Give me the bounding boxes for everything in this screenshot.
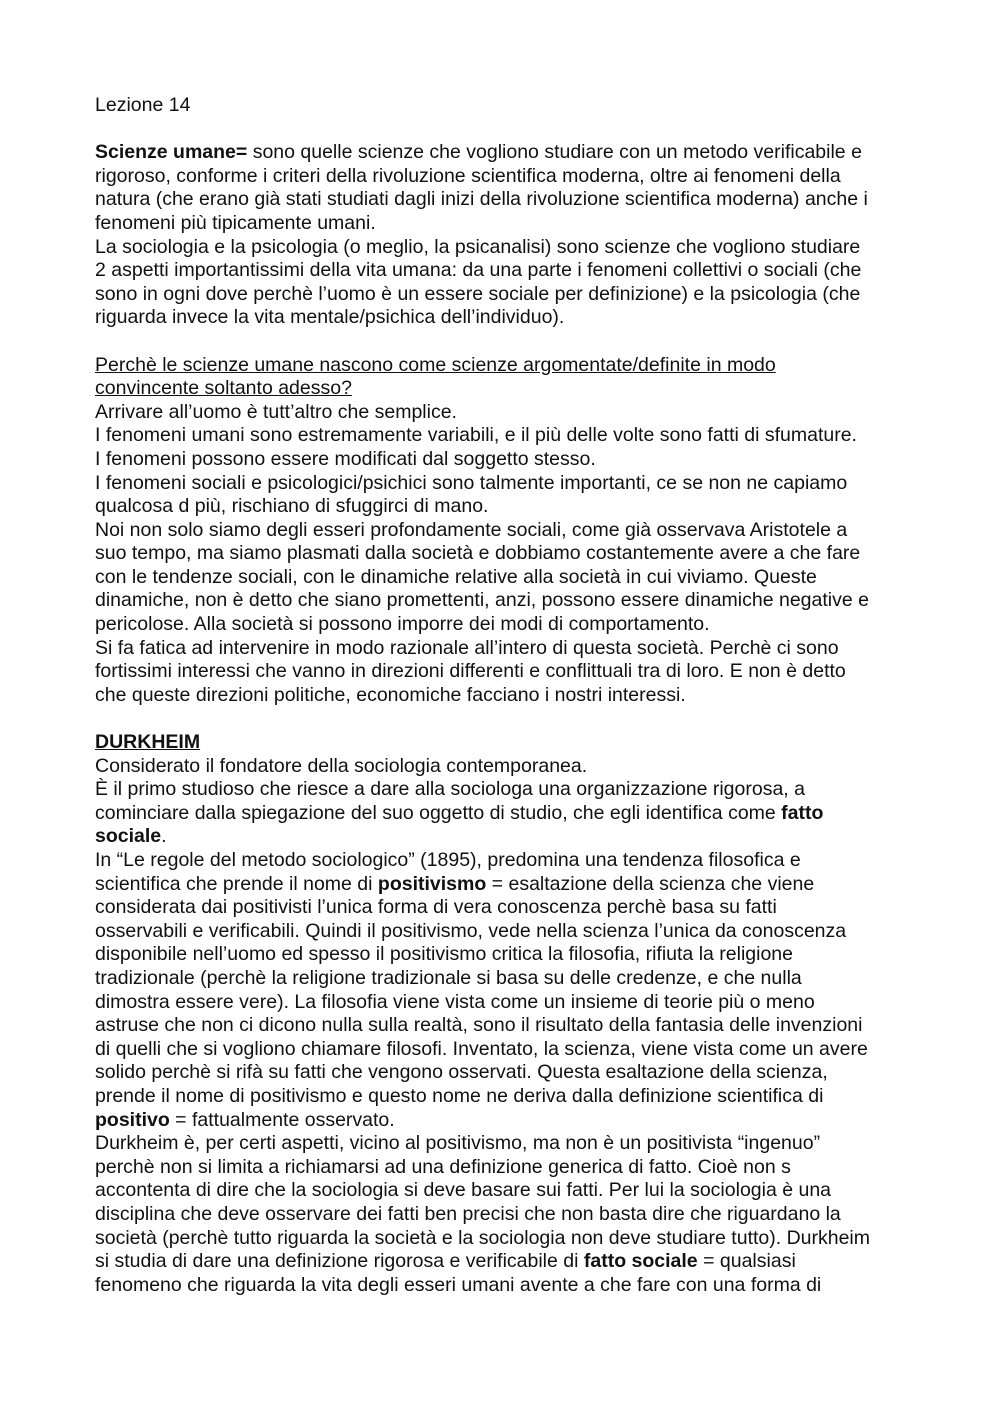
text-line: dinamiche, non è detto che siano promettenti, anzi, possono essere dinamiche negative e (95, 589, 869, 612)
text-line: di quelli che si vogliono chiamare filosofi. Inventato, la scienza, viene vista come un avere (95, 1037, 868, 1060)
text-line (95, 1109, 920, 1133)
text-line (95, 1250, 920, 1274)
text-line: prende il nome di positivismo e questo nome ne deriva dalla definizione scientifica di (95, 1084, 824, 1107)
text-line: fenomeno che riguarda la vita degli esseri umani avente a che fare con una forma di (95, 1273, 822, 1296)
lesson-title: Lezione 14 (95, 94, 191, 116)
text-line: Arrivare all’uomo è tutt’altro che semplice. (95, 400, 457, 423)
bold-term: fatto (781, 801, 824, 824)
text-line: Considerato il fondatore della sociologia contemporanea. (95, 754, 588, 777)
text-line: considerata dai positivisti l’unica forma di vera conoscenza perchè basa su fatti (95, 896, 777, 919)
text-line: suo tempo, ma siamo plasmati dalla società e dobbiamo costantemente avere a che fare (95, 542, 861, 565)
text-span: = qualsiasi (697, 1250, 796, 1273)
text-line: Noi non solo siamo degli esseri profondamente sociali, come già osservava Aristotele a (95, 518, 848, 541)
text-span: scientifica che prende il nome di (95, 872, 378, 895)
text-line: perchè non si limita a richiamarsi ad una definizione generica di fatto. Cioè non s (95, 1155, 791, 1178)
durkheim-section (95, 731, 920, 1297)
bold-term: positivismo (377, 872, 487, 895)
text-line: tradizionale (perchè la religione tradizionale si basa su delle credenze, e che nulla (95, 966, 802, 989)
spacer (95, 118, 920, 142)
text-span: = fattualmente osservato. (169, 1108, 395, 1131)
spacer (95, 707, 920, 731)
bold-term: positivo (95, 1108, 170, 1131)
intro-paragraph (95, 141, 920, 330)
question-section (95, 354, 920, 708)
text-line: astruse che non ci dicono nulla sulla realtà, sono il risultato della fantasia delle invenzioni (95, 1014, 863, 1037)
text-line: solido perchè si rifà su fatti che vengono osservati. Questa esaltazione della scienza, (95, 1061, 828, 1084)
text-line: rigoroso, conforme i criteri della rivoluzione scientifica moderna, oltre ai fenomeni della (95, 164, 841, 187)
section-heading (95, 731, 920, 755)
text-line: fenomeni più tipicamente umani. (95, 211, 376, 234)
text-line: sono in ogni dove perchè l’uomo è un essere sociale per definizione) e la psicologia (che (95, 282, 861, 305)
question-heading-line (95, 354, 920, 378)
text-line: che queste direzioni politiche, economiche facciano i nostri interessi. (95, 683, 686, 706)
term-scienze-umane: Scienze umane= (95, 141, 248, 164)
spacer (95, 330, 920, 354)
text-line: In “Le regole del metodo sociologico” (1895), predomina una tendenza filosofica e (95, 849, 801, 871)
text-span: = esaltazione della scienza che viene (486, 872, 815, 895)
text-line: fortissimi interessi che vanno in direzioni differenti e conflittuali tra di loro. E non è detto (95, 660, 846, 683)
text-line: I fenomeni possono essere modificati dal soggetto stesso. (95, 447, 596, 470)
text-line: qualcosa d più, rischiano di sfuggirci di mano. (95, 495, 489, 518)
text-line: riguarda invece la vita mentale/psichica dell’individuo). (95, 306, 565, 329)
underlined-question: Perchè le scienze umane nascono come scienze argomentate/definite in modo (95, 353, 776, 376)
bold-term: sociale (95, 825, 162, 848)
text-line (95, 141, 920, 165)
text-line: osservabili e verificabili. Quindi il positivismo, vede nella scienza l’unica da conoscenza (95, 919, 847, 942)
bold-term: fatto sociale (583, 1250, 698, 1273)
text-line: La sociologia e la psicologia (o meglio, la psicanalisi) sono scienze che vogliono studiare (95, 235, 861, 258)
text-span: sono quelle scienze che vogliono studiare con un metodo verificabile e (247, 141, 862, 164)
text-line (95, 873, 920, 897)
text-line: con le tendenze sociali, con le dinamiche relative alla società in cui viviamo. Queste (95, 565, 817, 588)
text-line (95, 825, 920, 849)
text-line (95, 802, 920, 826)
text-line: società (perchè tutto riguarda la società e la sociologia non deve studiare tutto). Durkheim (95, 1226, 871, 1249)
text-line: natura (che erano già stati studiati dagli inizi della rivoluzione scientifica moderna) anche i (95, 188, 868, 211)
text-line: Durkheim è, per certi aspetti, vicino al positivismo, ma non è un positivista “ingenuo” (95, 1132, 821, 1155)
question-heading-line (95, 377, 920, 401)
text-line: pericolose. Alla società si possono imporre dei modi di comportamento. (95, 613, 710, 636)
text-line: disponibile nell’uomo ed spesso il positivismo critica la filosofia, rifiuta la religione (95, 943, 794, 966)
text-line: È il primo studioso che riesce a dare alla sociologa una organizzazione rigorosa, a (95, 778, 805, 801)
text-line: dimostra essere vere). La filosofia viene vista come un insieme di teorie più o meno (95, 990, 815, 1013)
text-line: I fenomeni umani sono estremamente variabili, e il più delle volte sono fatti di sfumature. (95, 424, 857, 447)
underlined-question: convincente soltanto adesso? (95, 377, 352, 400)
durkheim-heading: DURKHEIM (95, 731, 201, 754)
text-line: Si fa fatica ad intervenire in modo razionale all’intero di questa società. Perchè ci sono (95, 636, 839, 659)
text-span: cominciare dalla spiegazione del suo oggetto di studio, che egli identifica come (95, 801, 782, 824)
text-span: si studia di dare una definizione rigorosa e verificabile di (95, 1250, 584, 1273)
text-line: I fenomeni sociali e psicologici/psichici sono talmente importanti, ce se non ne capiamo (95, 471, 848, 494)
text-span: . (161, 825, 167, 848)
text-line: accontenta di dire che la sociologia si deve basare sui fatti. Per lui la sociologia è una (95, 1179, 832, 1202)
text-line: 2 aspetti importantissimi della vita umana: da una parte i fenomeni collettivi o sociali (che (95, 259, 862, 282)
text-line: disciplina che deve osservare dei fatti ben precisi che non basta dire che riguardano la (95, 1202, 841, 1225)
